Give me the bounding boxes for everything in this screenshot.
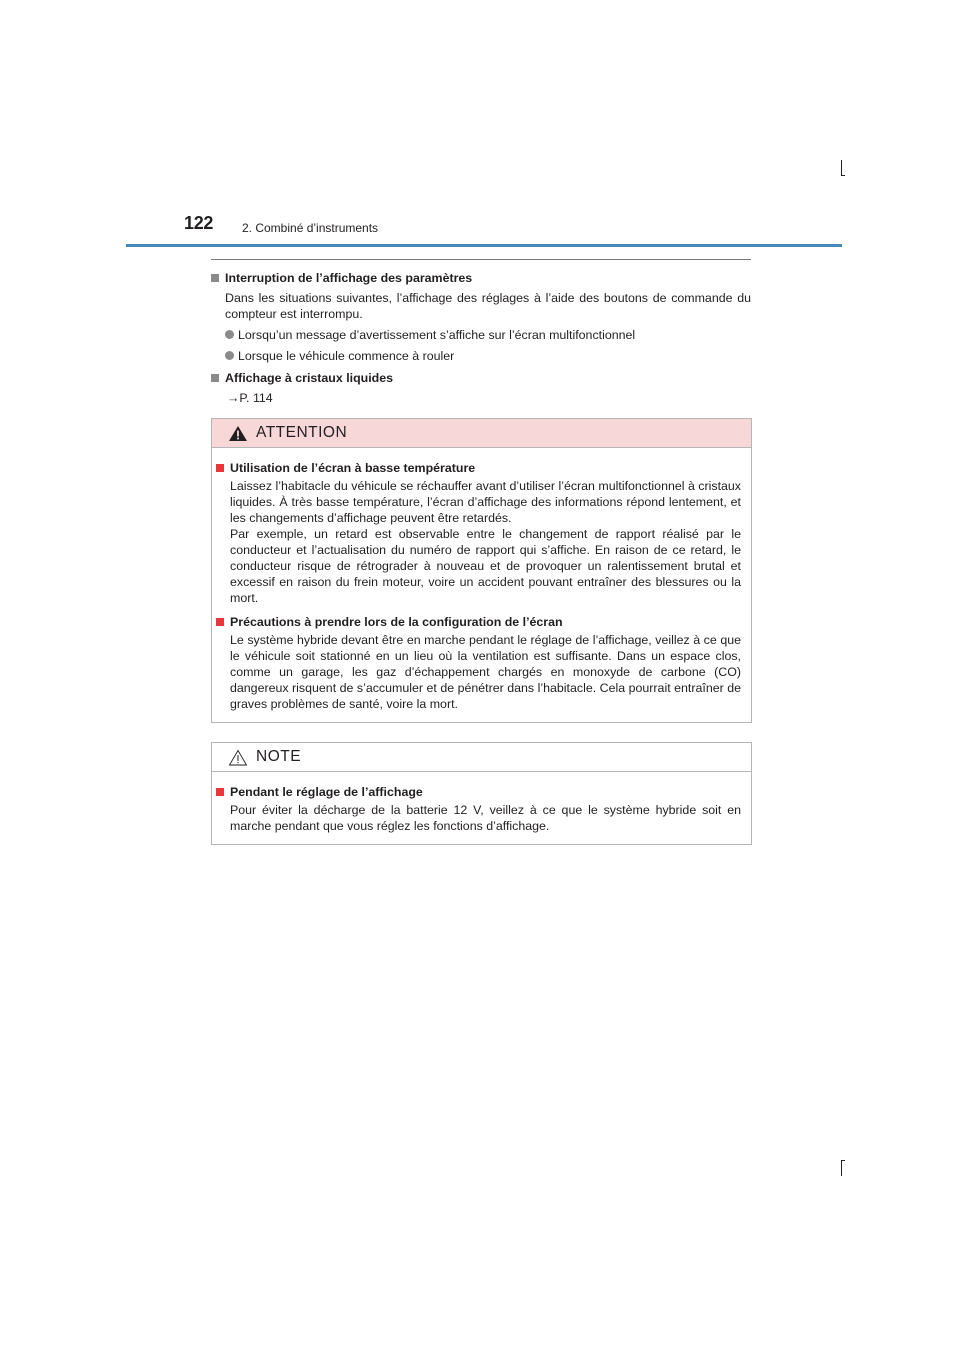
header-rule [126,244,842,247]
round-bullet-icon [225,330,234,339]
attention-body [212,448,751,722]
note-item-heading: Pendant le réglage de l’affichage [216,784,741,800]
attention-title: ATTENTION [256,424,348,441]
note-title: NOTE [256,748,302,765]
square-bullet-icon [211,274,219,282]
crop-mark-bottom [841,1160,842,1176]
section-text: Dans les situations suivantes, l’affichage des réglages à l’aide des boutons de commande du compteur est interrompu. [225,291,751,321]
warning-triangle-icon [228,425,248,442]
attention-item-text: Laissez l’habitacle du véhicule se réchauffer avant d’utiliser l’écran multifonctionnel à cristaux liquides. À très basse température, l’écran d’affichage des informations répond lentement, et les changements d’affichage peuvent être retardés. [230,479,741,525]
square-bullet-icon [216,464,224,472]
page-reference-link[interactable]: →P. 114 [227,391,273,405]
square-bullet-icon [216,788,224,796]
section-heading: Interruption de l’affichage des paramètres [211,270,751,286]
list-item: Lorsqu’un message d’avertissement s’affiche sur l’écran multifonctionnel [225,327,751,343]
page-number: 122 [184,213,214,233]
page-header [184,213,744,243]
attention-item-heading: Précautions à prendre lors de la configuration de l’écran [216,614,741,630]
attention-item-heading: Utilisation de l’écran à basse température [216,460,741,476]
list-item: Lorsque le véhicule commence à rouler [225,348,751,364]
section-title: 2. Combiné d’instruments [242,221,379,235]
attention-item-text: Par exemple, un retard est observable entre le changement de rapport réalisé par le conducteur et l’actualisation du numéro de rapport qui s’affiche. En raison de ce retard, le conducteur risque de rétrograder à nouveau et de provoquer un ralentissement brutal et excessif en raison du frein moteur, voire un accident pouvant entraîner des blessures ou la mort. [230,527,741,605]
note-item-text: Pour éviter la décharge de la batterie 12 V, veillez à ce que le système hybride soit en marche pendant que vous réglez les fonctions d’affichage. [230,803,741,833]
crop-mark-top [841,160,842,176]
main-content [211,270,751,406]
round-bullet-icon [225,351,234,360]
content-rule [211,259,751,260]
crop-mark-bottom-tick [841,1160,845,1161]
warning-outline-icon [228,749,248,766]
attention-box [211,418,752,723]
attention-item-text: Le système hybride devant être en marche pendant le réglage de l’affichage, veillez à ce que le véhicule soit stationné en un lieu où la ventilation est suffisante. Dans un espace clos, comme un garage, les gaz d’échappement chargés en monoxyde de carbone (CO) dangereux risquent de s’accumuler et de pénétrer dans l’habitacle. Cela pourrait entraîner de graves problèmes de santé, voire la mort. [230,633,741,711]
section-heading: Affichage à cristaux liquides [211,370,751,386]
note-body [212,772,751,844]
note-box [211,742,752,845]
attention-header [212,419,751,448]
square-bullet-icon [211,374,219,382]
crop-mark-top-tick [841,175,845,176]
square-bullet-icon [216,618,224,626]
note-header [212,743,751,772]
